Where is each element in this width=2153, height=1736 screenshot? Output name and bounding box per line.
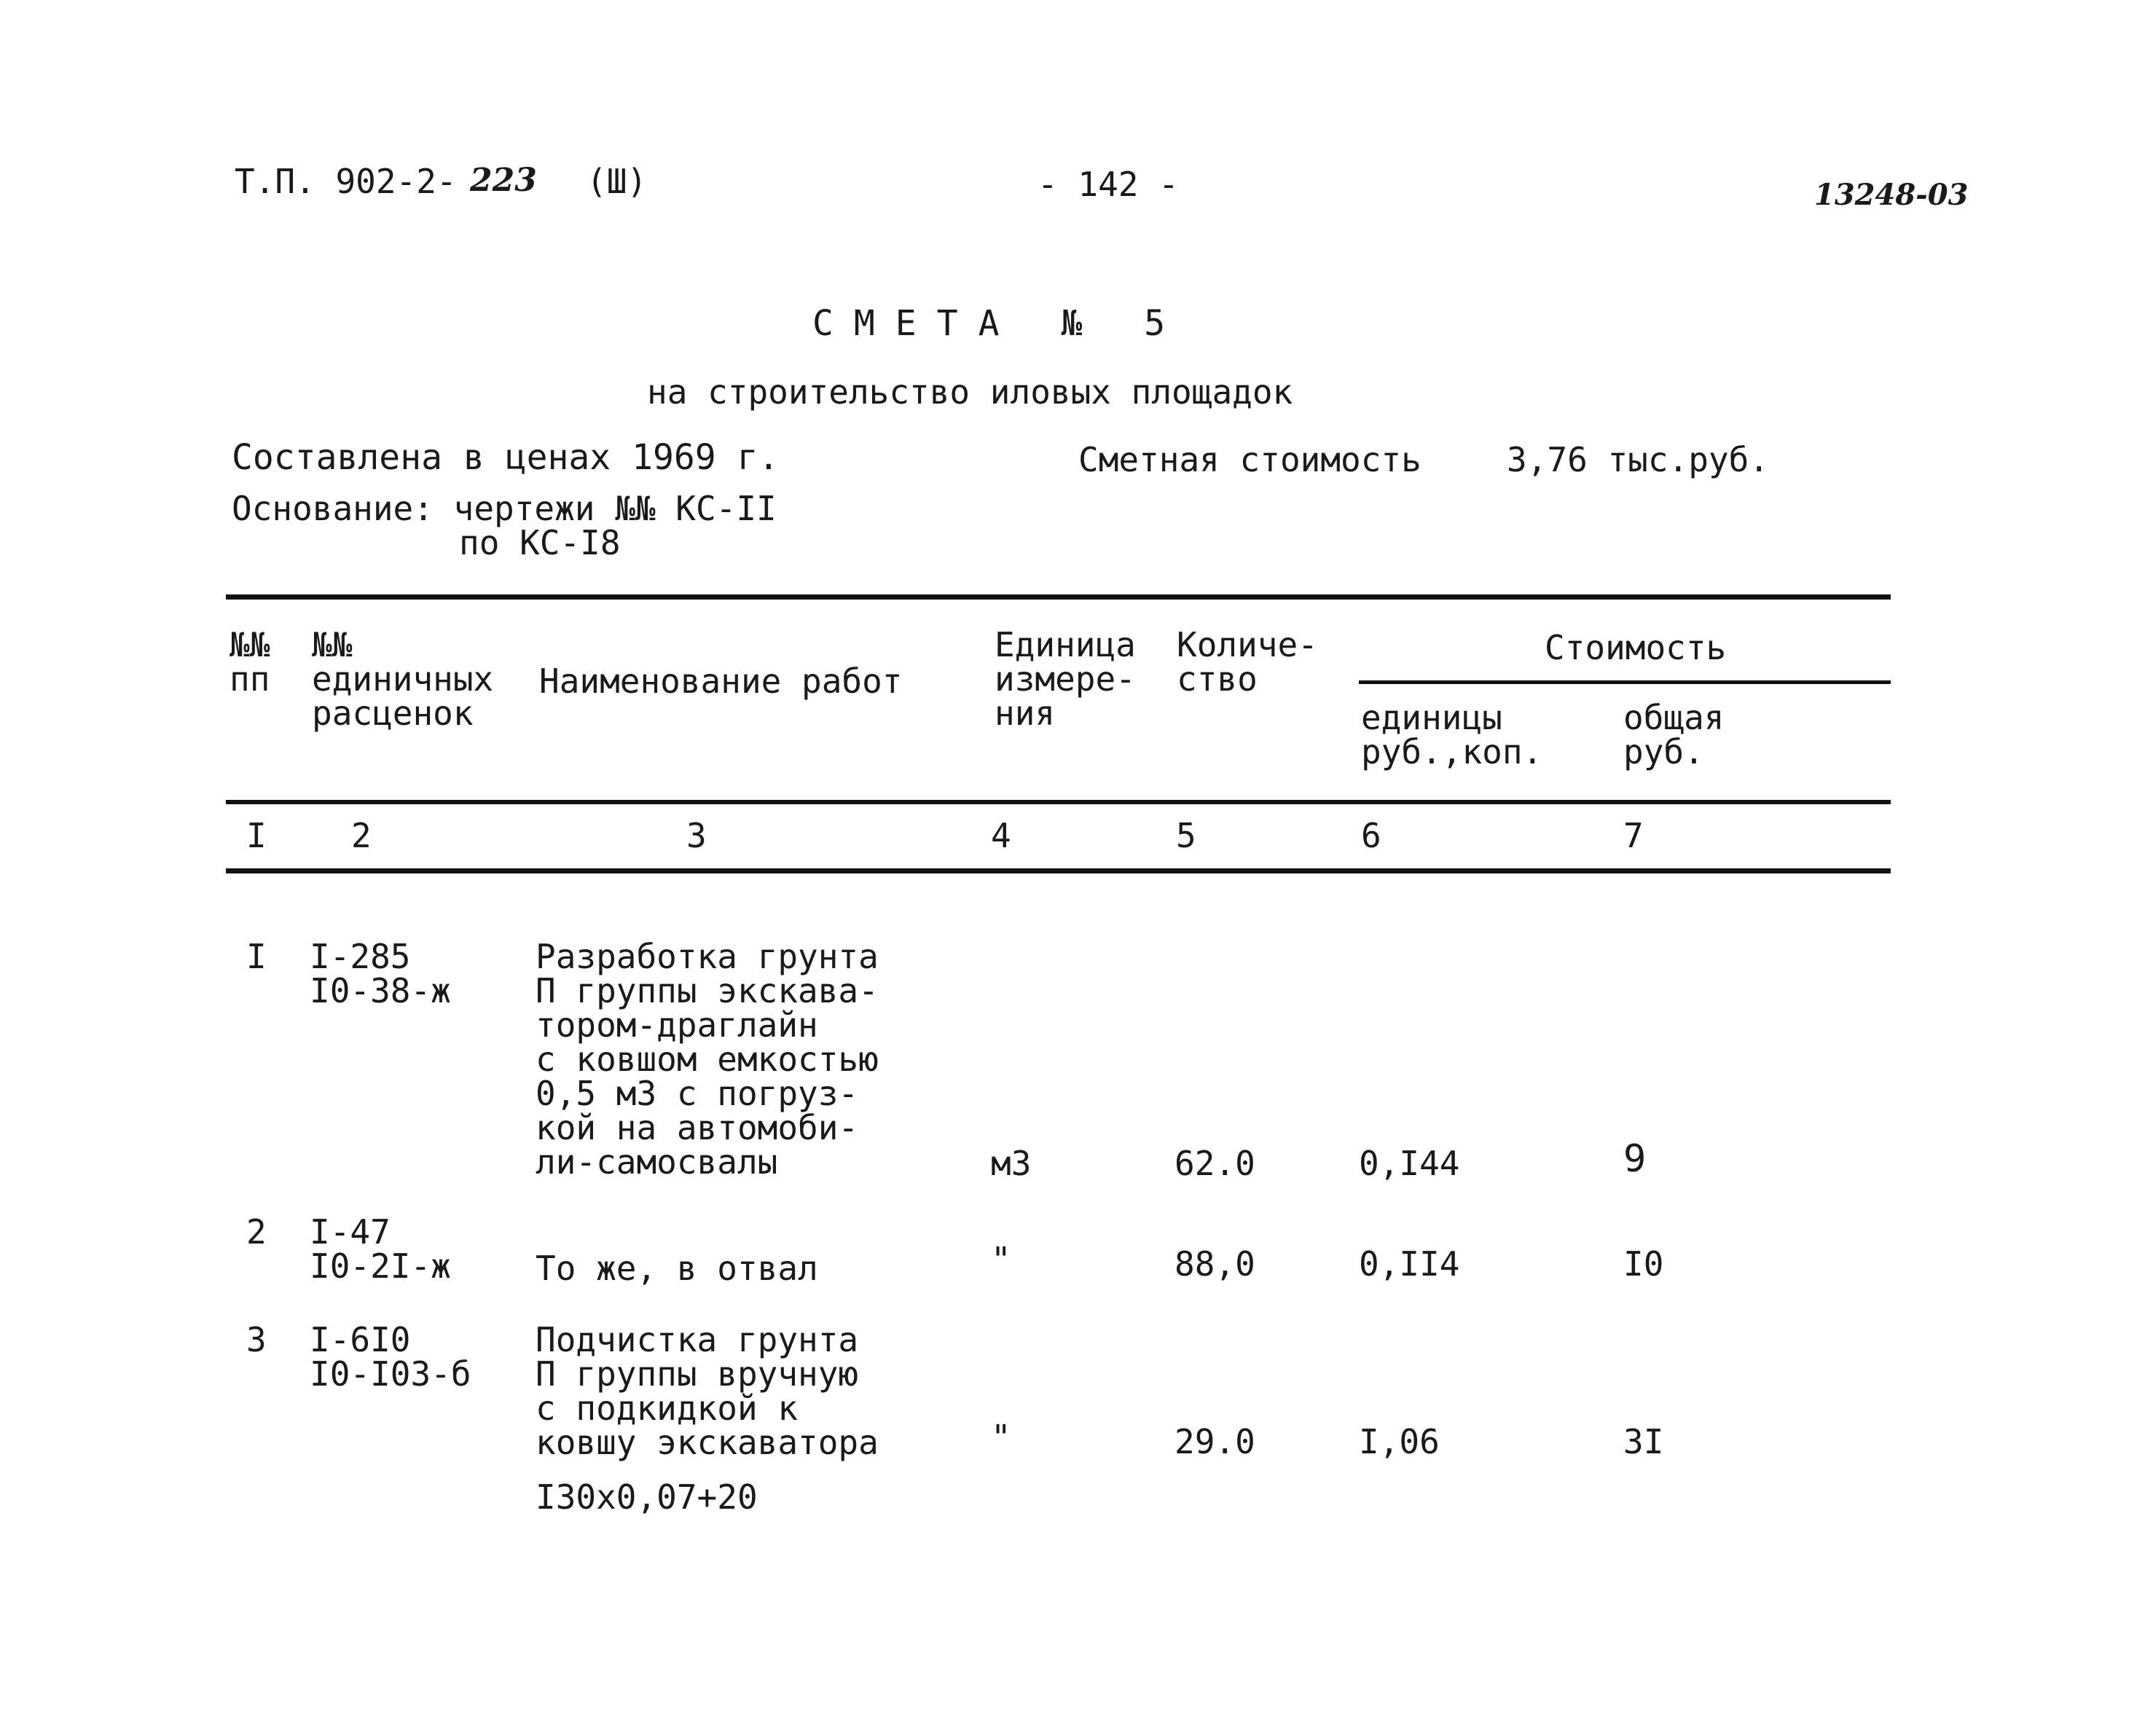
column-number-7: 7 <box>1623 816 1644 855</box>
column-number-6: 6 <box>1361 816 1381 855</box>
cost-value: 3,76 тыс.руб. <box>1507 440 1770 479</box>
column-number-3: 3 <box>686 816 707 855</box>
cost-group-rule <box>1359 680 1891 684</box>
archive-stamp: 13248-03 <box>1814 178 1969 212</box>
project-code: Т.П. 902-2- <box>235 162 457 201</box>
estimate-subtitle: на строительство иловых площадок <box>647 372 1293 412</box>
row-2-number: 2 <box>246 1212 267 1252</box>
column-number-5: 5 <box>1176 816 1196 855</box>
row-1-total: 9 <box>1623 1137 1647 1181</box>
header-work-name: Наименование работ <box>539 661 903 701</box>
row-1-unit-price: 0,I44 <box>1359 1144 1460 1183</box>
header-unit: Единица измере- ния <box>995 625 1136 733</box>
row-3-total: 3I <box>1623 1422 1664 1461</box>
row-3-unit: " <box>991 1418 1011 1457</box>
row-3-quantity: 29.0 <box>1174 1422 1255 1461</box>
header-quantity: Количе- ство <box>1177 625 1318 699</box>
basis-line-2: по КС-I8 <box>459 523 621 562</box>
row-1-unit: м3 <box>991 1144 1032 1183</box>
row-3-work-name: Подчистка грунта П группы вручную с подкидкой к ковшу экскаватора <box>536 1320 879 1462</box>
row-1-number: I <box>246 937 267 976</box>
row-2-unit: " <box>991 1240 1011 1279</box>
header-bottom-rule <box>226 800 1891 804</box>
row-3-unit-price: I,06 <box>1359 1422 1440 1461</box>
row-2-unit-price: 0,II4 <box>1359 1244 1460 1284</box>
page-number: - 142 - <box>1038 165 1179 204</box>
estimate-title: СМЕТА № 5 <box>812 303 1186 344</box>
column-number-4: 4 <box>991 816 1011 855</box>
basis-line-1: Основание: чертежи №№ КС-II <box>232 489 777 528</box>
project-code-handwritten: 223 <box>470 162 537 199</box>
row-2-total: I0 <box>1623 1244 1664 1284</box>
row-3-codes: I-6I0 I0-I03-б <box>310 1320 471 1394</box>
header-total-cost: общая руб. <box>1623 698 1725 771</box>
row-1-work-name: Разработка грунта П группы экскава- тором-драглайн с ковшом емкостью 0,5 м3 с погруз- кой на автомоби- ли-самосвалы <box>536 937 879 1182</box>
row-3-number: 3 <box>246 1320 267 1359</box>
column-number-1: I <box>246 816 267 855</box>
row-1-codes: I-285 I0-38-ж <box>310 937 451 1010</box>
row-2-codes: I-47 I0-2I-ж <box>310 1212 451 1286</box>
header-row-number: №№ пп <box>230 625 270 699</box>
header-unit-cost: единицы руб.,коп. <box>1361 698 1543 771</box>
row-3-calculation-note: I30x0,07+20 <box>536 1477 758 1517</box>
row-2-work-name: То же, в отвал <box>536 1249 818 1288</box>
row-1-quantity: 62.0 <box>1174 1144 1255 1183</box>
column-numbers-rule <box>226 868 1891 873</box>
header-cost-group: Стоимость <box>1545 628 1727 667</box>
row-2-quantity: 88,0 <box>1174 1244 1255 1284</box>
header-unit-codes: №№ единичных расценок <box>312 625 494 733</box>
column-number-2: 2 <box>351 816 372 855</box>
volume-label: (Ш) <box>587 162 648 201</box>
cost-label: Сметная стоимость <box>1078 440 1421 479</box>
compiled-prices: Составлена в ценах 1969 г. <box>232 437 780 478</box>
table-top-rule <box>226 594 1891 600</box>
